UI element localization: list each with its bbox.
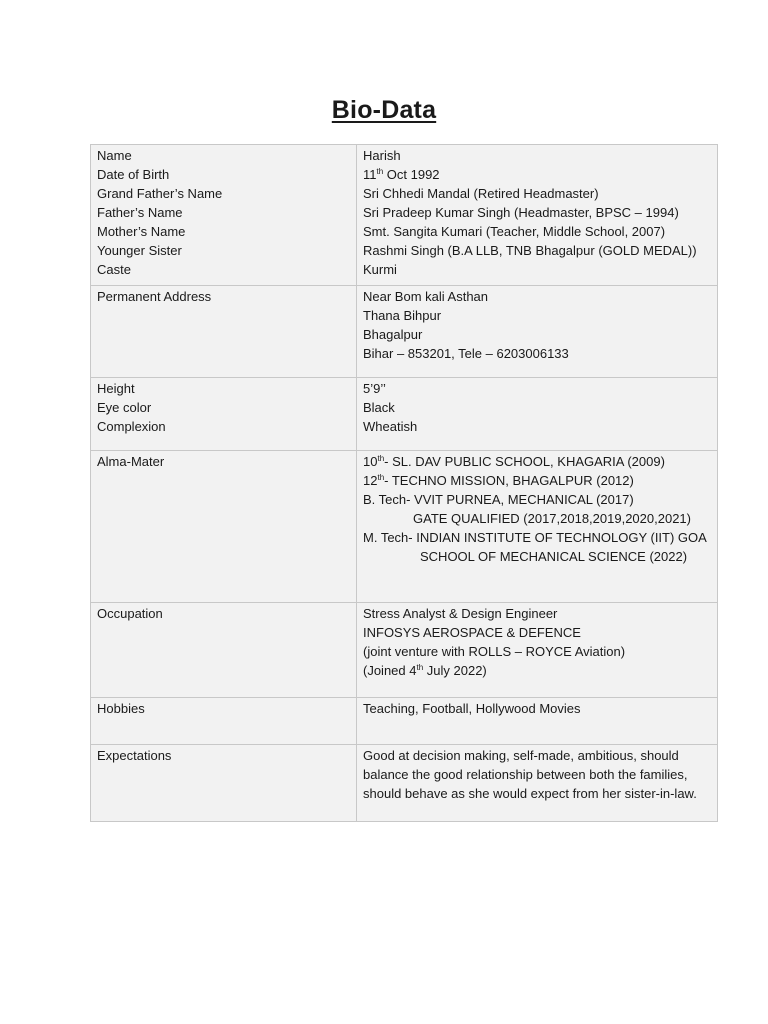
dob-day: 11 [363,167,377,182]
label-cell-personal [91,145,357,286]
address-line: Near Bom kali Asthan [363,289,489,304]
education-mtech: M. Tech- INDIAN INSTITUTE OF TECHNOLOGY (IIT) GOA [363,530,707,545]
value-date-of-birth [363,165,711,184]
address-line: Bihar – 853201, Tele – 6203006133 [363,346,569,361]
label-date-of-birth: Date of Birth [97,167,170,182]
value-cell-physical [357,378,718,451]
table-row-address [91,286,718,378]
value-cell-expectations [357,745,718,822]
joined-suffix: th [416,663,424,672]
value-eye-color: Black [363,400,395,415]
value-name: Harish [363,148,401,163]
label-grandfather-name: Grand Father’s Name [97,186,223,201]
value-hobbies: Teaching, Football, Hollywood Movies [363,701,581,716]
value-cell-alma-mater [357,451,718,603]
label-cell-expectations [91,745,357,822]
label-cell-occupation [91,603,357,698]
value-cell-hobbies [357,698,718,745]
label-alma-mater: Alma-Mater [97,454,165,469]
joined-prefix: (Joined 4 [363,663,417,678]
label-name: Name [97,148,132,163]
label-father-name: Father’s Name [97,205,183,220]
value-cell-personal [357,145,718,286]
twelfth-school: - TECHNO MISSION, BHAGALPUR (2012) [384,473,634,488]
bio-data-table [90,144,718,822]
address-line: Bhagalpur [363,327,423,342]
occupation-joined [363,661,711,680]
value-caste: Kurmi [363,262,397,277]
tenth-suffix: th [377,454,385,463]
value-height: 5’9’’ [363,381,386,396]
value-grandfather-name: Sri Chhedi Mandal (Retired Headmaster) [363,186,599,201]
table-row-expectations [91,745,718,822]
joined-date: July 2022) [423,663,487,678]
table-row-physical [91,378,718,451]
label-eye-color: Eye color [97,400,152,415]
value-father-name: Sri Pradeep Kumar Singh (Headmaster, BPSC – 1994) [363,205,679,220]
dob-suffix: th [376,167,384,176]
education-twelfth [363,471,711,490]
label-cell-physical [91,378,357,451]
label-expectations: Expectations [97,748,172,763]
twelfth-number: 12 [363,473,378,488]
label-hobbies: Hobbies [97,701,145,716]
label-cell-alma-mater [91,451,357,603]
value-expectations: Good at decision making, self-made, ambitious, should balance the good relationship between both the families, should behave as she would expect from her sister-in-law. [363,748,697,801]
label-younger-sister: Younger Sister [97,243,182,258]
occupation-title: Stress Analyst & Design Engineer [363,606,558,621]
label-complexion: Complexion [97,419,166,434]
education-tenth [363,452,711,471]
education-btech: B. Tech- VVIT PURNEA, MECHANICAL (2017) [363,492,634,507]
label-occupation: Occupation [97,606,163,621]
label-cell-address [91,286,357,378]
value-mother-name: Smt. Sangita Kumari (Teacher, Middle School, 2007) [363,224,666,239]
dob-rest: Oct 1992 [383,167,440,182]
occupation-company: INFOSYS AEROSPACE & DEFENCE [363,625,581,640]
education-gate: GATE QUALIFIED (2017,2018,2019,2020,2021) [413,511,691,526]
table-row-alma-mater [91,451,718,603]
table-row-personal [91,145,718,286]
page-title: Bio-Data [331,96,437,124]
label-mother-name: Mother’s Name [97,224,186,239]
address-line: Thana Bihpur [363,308,442,323]
label-caste: Caste [97,262,131,277]
tenth-school: - SL. DAV PUBLIC SCHOOL, KHAGARIA (2009) [384,454,665,469]
label-permanent-address: Permanent Address [97,289,212,304]
occupation-venture: (joint venture with ROLLS – ROYCE Aviation) [363,644,626,659]
value-cell-occupation [357,603,718,698]
label-height: Height [97,381,135,396]
twelfth-suffix: th [377,473,385,482]
tenth-number: 10 [363,454,378,469]
table-row-hobbies [91,698,718,745]
value-younger-sister: Rashmi Singh (B.A LLB, TNB Bhagalpur (GOLD MEDAL)) [363,243,697,258]
education-mtech-school: SCHOOL OF MECHANICAL SCIENCE (2022) [420,549,688,564]
table-row-occupation [91,603,718,698]
value-cell-address [357,286,718,378]
label-cell-hobbies [91,698,357,745]
value-complexion: Wheatish [363,419,418,434]
